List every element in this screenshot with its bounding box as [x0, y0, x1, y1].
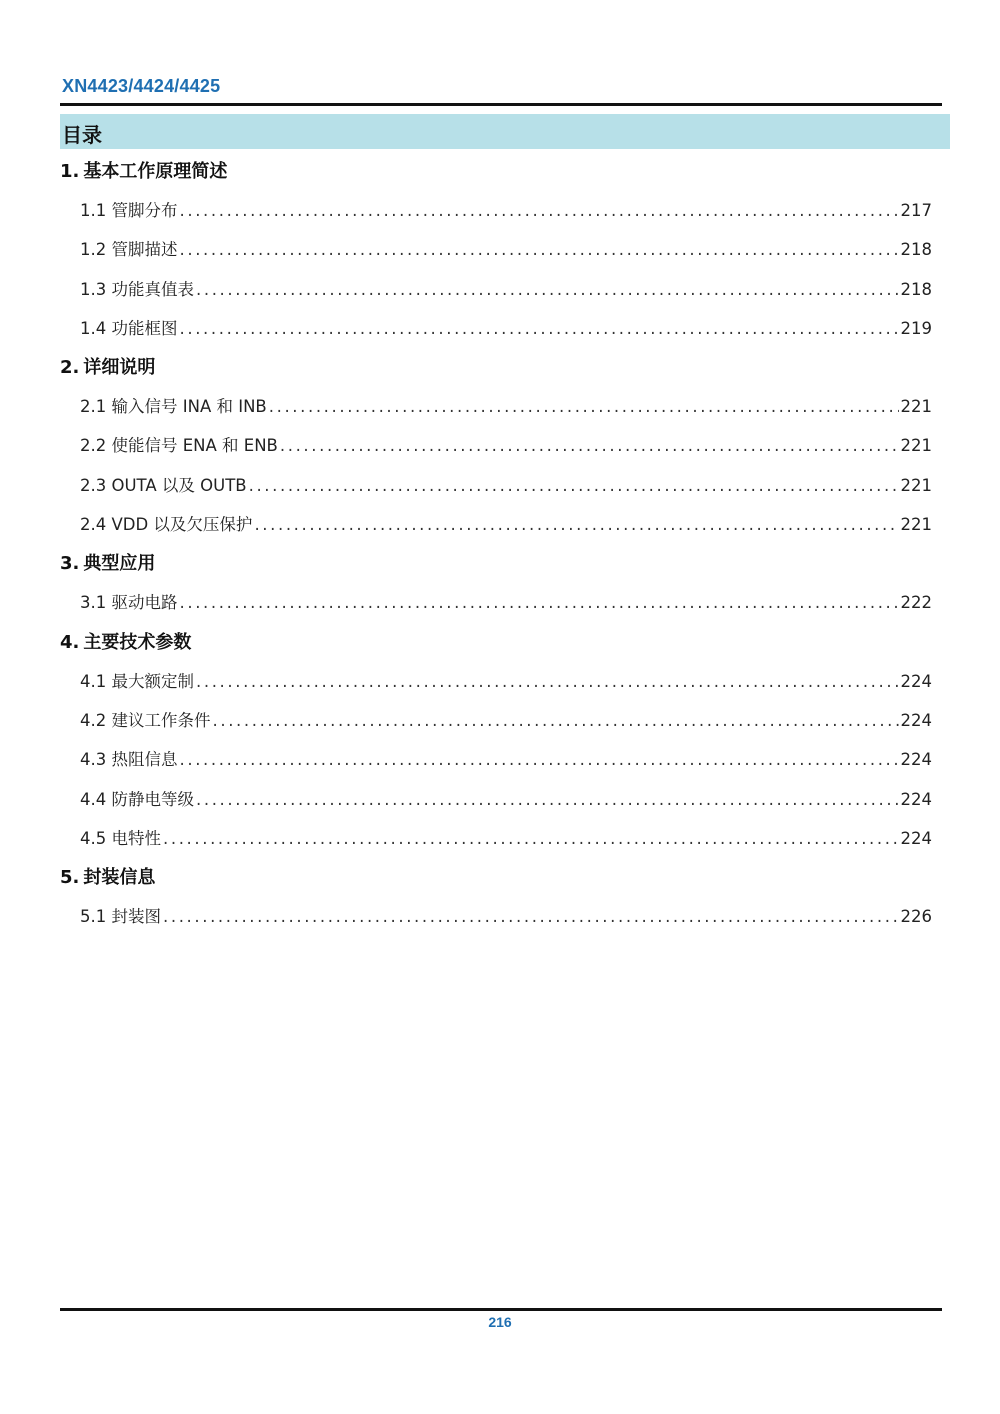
toc-entry-label: 4.3 热阻信息	[80, 750, 178, 770]
toc-entry-page: 218	[900, 240, 932, 260]
toc-entry-label: 2.4 VDD 以及欠压保护	[80, 515, 253, 535]
toc-entry[interactable]	[60, 270, 940, 309]
dot-leader	[269, 387, 899, 426]
toc-entry-page: 224	[900, 828, 932, 848]
footer-divider	[60, 1308, 942, 1311]
toc-entry-label: 5.1 封装图	[80, 907, 161, 927]
table-of-contents	[60, 152, 940, 936]
dot-leader	[163, 819, 899, 858]
toc-entry-label: 4.5 电特性	[80, 828, 161, 848]
toc-title: 目录	[62, 123, 102, 147]
dot-leader	[180, 583, 899, 622]
toc-entry-label: 4.4 防静电等级	[80, 789, 194, 809]
toc-entry[interactable]	[60, 505, 940, 544]
section-number: 3.	[60, 553, 80, 575]
toc-entry[interactable]	[60, 819, 940, 858]
toc-section-heading[interactable]	[60, 623, 940, 662]
section-number: 4.	[60, 631, 80, 653]
toc-entry-label: 1.4 功能框图	[80, 318, 178, 338]
toc-entry[interactable]	[60, 466, 940, 505]
toc-entry-page: 224	[900, 710, 932, 730]
section-title: 典型应用	[83, 553, 156, 575]
toc-entry[interactable]	[60, 897, 940, 936]
section-number: 5.	[60, 867, 80, 889]
toc-entry-page: 217	[900, 201, 932, 220]
dot-leader	[249, 466, 899, 505]
toc-entry[interactable]	[60, 191, 940, 230]
toc-entry[interactable]	[60, 662, 940, 701]
section-number: 2.	[60, 357, 80, 379]
section-title: 主要技术参数	[83, 631, 192, 653]
toc-entry[interactable]	[60, 701, 940, 740]
dot-leader	[280, 426, 899, 465]
toc-entry-page: 224	[900, 671, 932, 691]
toc-entry-page: 221	[900, 475, 932, 495]
toc-entry-page: 219	[900, 318, 932, 338]
toc-entry-label: 4.1 最大额定制	[80, 671, 194, 691]
toc-section-heading[interactable]	[60, 348, 940, 387]
toc-entry-label: 2.3 OUTA 以及 OUTB	[80, 475, 247, 495]
dot-leader	[180, 230, 899, 269]
toc-entry-label: 2.2 使能信号 ENA 和 ENB	[80, 436, 278, 456]
dot-leader	[254, 505, 898, 544]
toc-entry-page: 221	[900, 436, 932, 456]
toc-section-heading[interactable]	[60, 858, 940, 897]
toc-entry[interactable]	[60, 230, 940, 269]
toc-entry[interactable]	[60, 583, 940, 622]
dot-leader	[180, 309, 899, 348]
toc-entry[interactable]	[60, 740, 940, 779]
dot-leader	[196, 270, 899, 309]
toc-entry-label: 2.1 输入信号 INA 和 INB	[80, 397, 267, 417]
dot-leader	[196, 662, 899, 701]
toc-entry-page: 221	[900, 397, 932, 417]
dot-leader	[180, 191, 899, 230]
section-title: 详细说明	[83, 357, 156, 379]
toc-entry-page: 218	[900, 279, 932, 299]
toc-entry-label: 1.2 管脚描述	[80, 240, 178, 260]
toc-entry[interactable]	[60, 426, 940, 465]
toc-entry-label: 4.2 建议工作条件	[80, 710, 211, 730]
toc-entry-page: 222	[900, 593, 932, 613]
toc-entry-page: 224	[900, 750, 932, 770]
toc-section-heading[interactable]	[60, 544, 940, 583]
toc-entry-page: 226	[900, 907, 932, 927]
dot-leader	[180, 740, 899, 779]
toc-title-bar	[60, 114, 950, 149]
toc-entry-label: 1.1 管脚分布	[80, 201, 178, 220]
document-header-title: XN4423/4424/4425	[62, 76, 221, 96]
section-number: 1.	[60, 161, 80, 182]
section-title: 基本工作原理简述	[83, 161, 228, 182]
toc-entry[interactable]	[60, 780, 940, 819]
toc-entry-page: 224	[900, 789, 932, 809]
page-number: 216	[488, 1314, 512, 1330]
toc-entry-label: 1.3 功能真值表	[80, 279, 194, 299]
dot-leader	[163, 897, 899, 936]
header-divider	[60, 103, 942, 106]
toc-entry-label: 3.1 驱动电路	[80, 593, 178, 613]
section-title: 封装信息	[83, 867, 156, 889]
dot-leader	[196, 780, 899, 819]
toc-entry[interactable]	[60, 387, 940, 426]
dot-leader	[213, 701, 899, 740]
toc-section-heading[interactable]	[60, 152, 940, 191]
toc-entry-page: 221	[900, 515, 932, 535]
toc-entry[interactable]	[60, 309, 940, 348]
